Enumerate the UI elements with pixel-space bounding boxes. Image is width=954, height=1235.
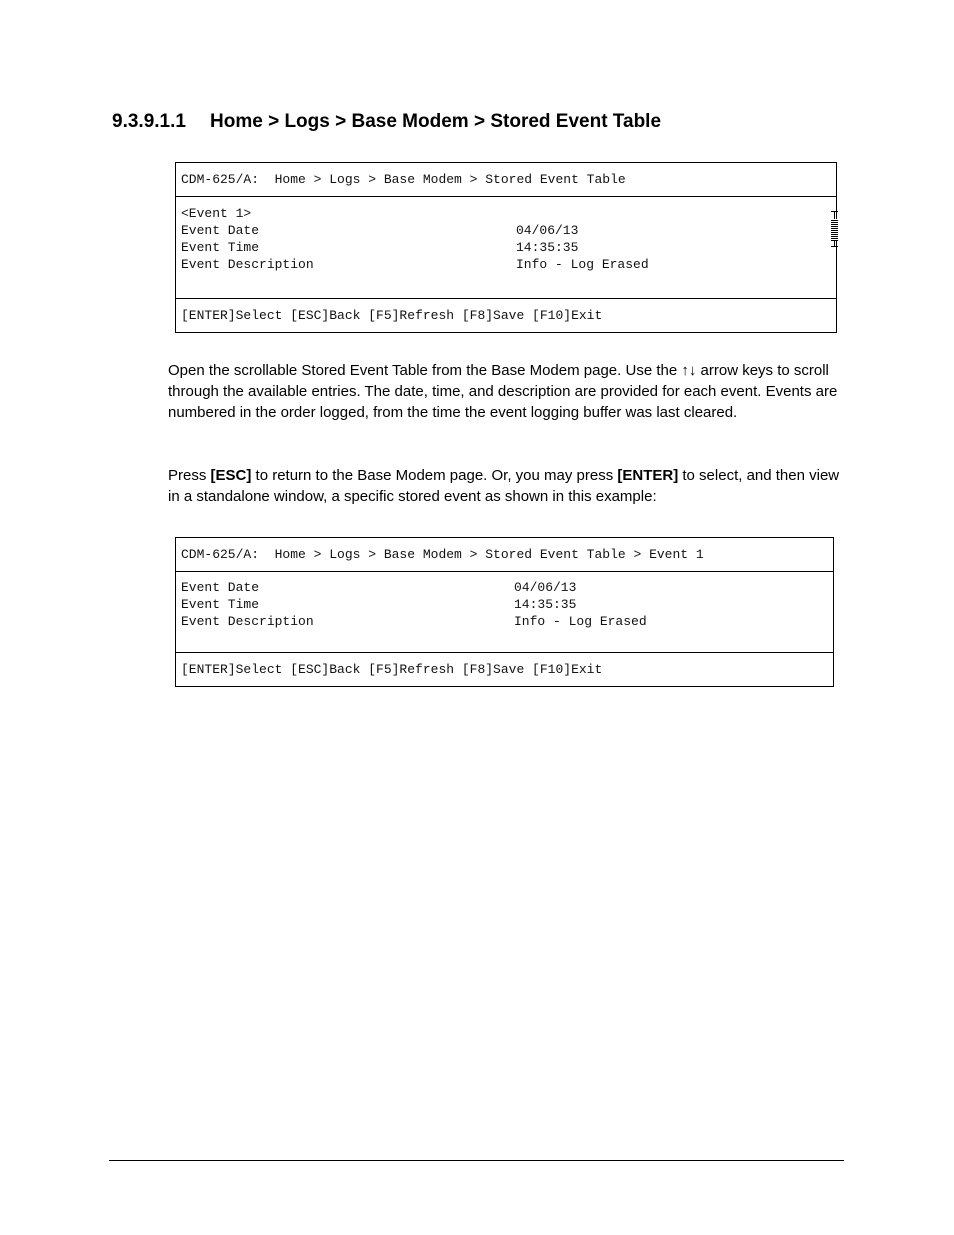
event-date-label: Event Date xyxy=(181,223,260,238)
screen-body xyxy=(176,572,833,652)
event-time-label: Event Time xyxy=(181,240,260,255)
paragraph-text: to select, and then view in a standalone window, a specific stored event as shown in this example: xyxy=(168,467,840,505)
event-time-value: 14:35:35 xyxy=(516,240,579,255)
event-time-value: 14:35:35 xyxy=(514,597,577,612)
esc-key-label: [ESC] xyxy=(210,467,252,484)
event-date-value: 04/06/13 xyxy=(514,580,577,595)
screen-body xyxy=(176,197,836,298)
paragraph-text: to return to the Base Modem page. Or, you may press xyxy=(251,467,618,484)
screen-footer-keys: [ENTER]Select [ESC]Back [F5]Refresh [F8]Save [F10]Exit xyxy=(176,652,833,686)
event-description-label: Event Description xyxy=(181,614,314,629)
screen-title: CDM-625/A: Home > Logs > Base Modem > Stored Event Table > Event 1 xyxy=(176,538,833,572)
arrow-keys-icon: ↑↓ xyxy=(681,362,697,379)
event-description-value: Info - Log Erased xyxy=(514,614,647,629)
paragraph-scroll-instructions xyxy=(168,360,848,423)
event-date-label: Event Date xyxy=(181,580,260,595)
event-number-label: <Event 1> xyxy=(181,206,252,221)
scrollbar-bottom-cap xyxy=(831,246,838,247)
stored-event-detail-screen xyxy=(175,537,834,687)
event-date-value: 04/06/13 xyxy=(516,223,579,238)
page-footer-rule xyxy=(109,1160,844,1161)
event-description-value: Info - Log Erased xyxy=(516,257,649,272)
stored-event-table-screen xyxy=(175,162,837,333)
paragraph-text: Press xyxy=(168,467,211,484)
section-heading xyxy=(112,111,661,133)
screen-footer-keys: [ENTER]Select [ESC]Back [F5]Refresh [F8]Save [F10]Exit xyxy=(176,298,836,332)
enter-key-label: [ENTER] xyxy=(617,467,679,484)
screen-title: CDM-625/A: Home > Logs > Base Modem > Stored Event Table xyxy=(176,163,836,197)
event-description-label: Event Description xyxy=(181,257,314,272)
section-number: 9.3.9.1.1 xyxy=(112,111,186,132)
paragraph-esc-enter-instructions xyxy=(168,465,848,507)
event-time-label: Event Time xyxy=(181,597,260,612)
scrollbar-thumb[interactable] xyxy=(831,219,838,241)
scrollbar-top-cap xyxy=(831,211,838,212)
section-title: Home > Logs > Base Modem > Stored Event Table xyxy=(210,111,662,132)
paragraph-text: arrow keys to scroll through the available entries. The date, time, and description are provided for each event. Events are numbered in the order logged, from the time the event logging buffer was last cleared. xyxy=(168,362,838,421)
paragraph-text: Open the scrollable Stored Event Table from the Base Modem page. Use the xyxy=(168,362,682,379)
scrollbar[interactable] xyxy=(831,211,838,247)
